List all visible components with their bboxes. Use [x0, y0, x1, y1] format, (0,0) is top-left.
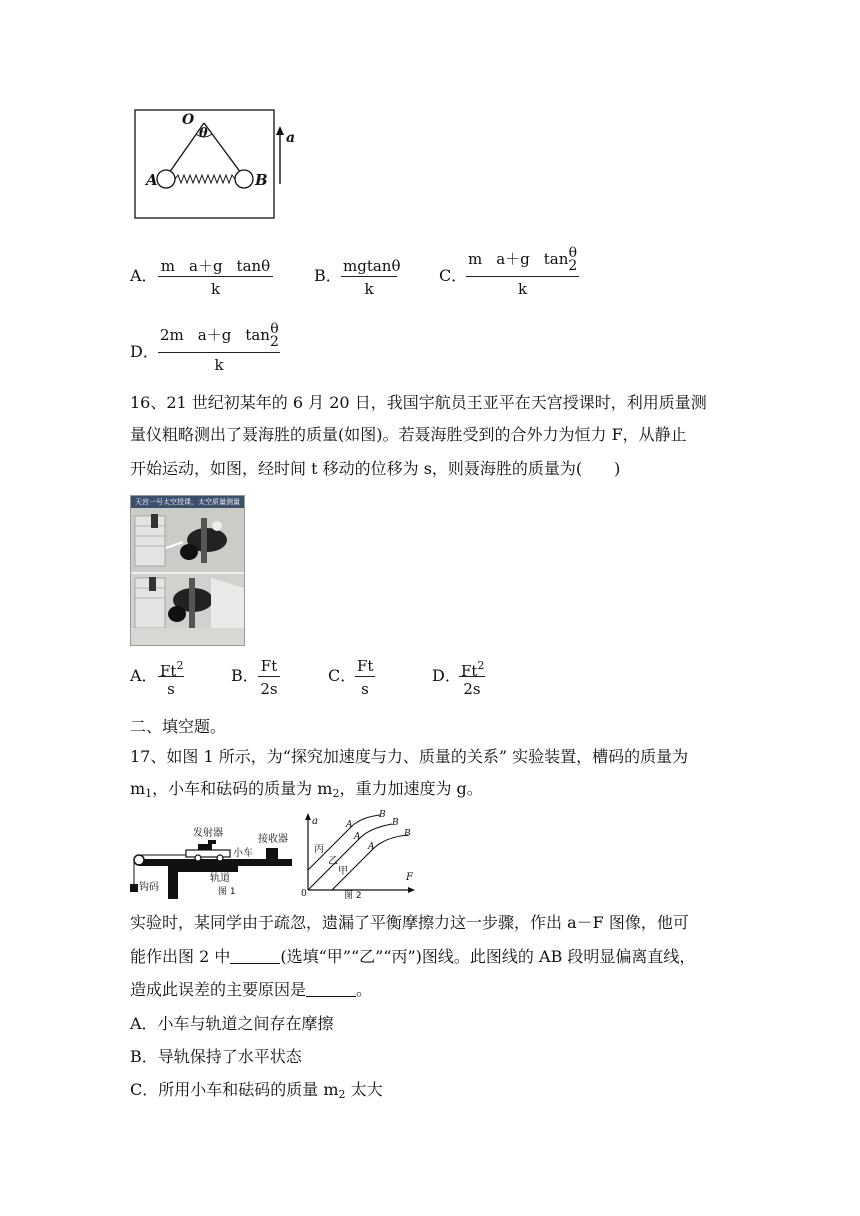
label-cart: 小车 — [233, 848, 253, 859]
numerator-part: m — [468, 250, 483, 268]
q17-line-2 — [130, 778, 483, 805]
figure-2-af-graph — [298, 810, 418, 902]
denominator: k — [158, 352, 280, 375]
denominator: k — [341, 276, 397, 299]
curve-label-jia: 甲 — [338, 866, 348, 877]
q16-line-3: 开始运动，如图，经时间 t 移动的位移为 s，则聂海胜的质量为( ) — [130, 459, 621, 478]
option-letter: A． — [130, 266, 158, 285]
text: m — [130, 779, 146, 798]
option-letter: A． — [130, 666, 158, 685]
label-transmitter: 发射器 — [193, 828, 223, 839]
q17-line-1: 17、如图 1 所示，为“探究加速度与力、质量的关系” 实验装置，槽码的质量为 — [130, 747, 689, 766]
numerator-part: tan — [245, 326, 270, 344]
numerator: Ft — [260, 657, 278, 675]
text: 能作出图 2 中 — [130, 947, 231, 966]
superscript: 2 — [477, 659, 485, 672]
point-label-a: A — [368, 842, 375, 852]
label-acceleration: a — [286, 130, 296, 146]
option-letter: B． — [231, 666, 259, 685]
q15-figure — [134, 108, 276, 220]
label-weight: 钩码 — [139, 882, 159, 893]
option-letter: C． — [328, 666, 357, 685]
acceleration-arrow — [274, 126, 286, 186]
label-receiver: 接收器 — [258, 834, 288, 845]
label-theta: θ — [199, 126, 208, 141]
numerator-part: tan — [543, 250, 569, 268]
caption-figure-1: 图 1 — [218, 887, 236, 897]
denominator: s — [158, 676, 184, 699]
point-label-b: B — [379, 810, 386, 820]
fraction — [158, 318, 280, 375]
fraction — [355, 656, 375, 699]
numerator-part: tanθ — [236, 257, 271, 275]
answer-blank-1[interactable] — [230, 947, 280, 964]
numerator: Ft — [160, 662, 177, 680]
fraction — [459, 656, 485, 699]
numerator: mgtanθ — [343, 257, 401, 275]
q17-choice-c — [130, 1079, 383, 1106]
denominator: s — [355, 676, 375, 699]
fraction — [158, 656, 184, 699]
text: 太大 — [345, 1080, 383, 1099]
astronaut-scene — [131, 508, 244, 645]
fraction — [341, 256, 401, 299]
option-letter: C． — [439, 266, 468, 285]
numerator-part: 2m — [160, 326, 184, 344]
point-label-b: B — [404, 829, 411, 839]
numerator-part: m — [160, 257, 175, 275]
photo-caption-bar: 天宫一号太空授课，太空质量测量 — [131, 496, 244, 508]
theta-over-2: θ 2 — [269, 321, 279, 350]
numerator-part: a＋g — [189, 257, 223, 275]
point-label-a: A — [354, 832, 361, 842]
numerator-part: a＋g — [496, 250, 530, 268]
denominator: k — [466, 276, 579, 299]
option-letter: D． — [432, 666, 461, 685]
theta-over-2: θ 2 — [568, 245, 578, 274]
point-label-b: B — [392, 818, 399, 828]
q17-line-5 — [130, 979, 372, 1001]
fraction — [466, 242, 579, 299]
q17-choice-b: B．导轨保持了水平状态 — [130, 1047, 302, 1066]
subscript: 2 — [332, 787, 340, 800]
curve-label-yi: 乙 — [328, 856, 338, 867]
point-label-a: A — [346, 820, 353, 830]
q16-line-1: 16、21 世纪初某年的 6 月 20 日，我国宇航员王亚平在天宫授课时，利用质量测 — [130, 393, 707, 412]
section-heading: 二、填空题。 — [130, 717, 227, 736]
figure-1-apparatus — [122, 828, 294, 900]
label-o: O — [182, 112, 195, 128]
text: C．所用小车和砝码的质量 m — [130, 1080, 339, 1099]
text: 。 — [356, 980, 373, 999]
superscript: 2 — [176, 659, 184, 672]
text: ，小车和砝码的质量为 m — [152, 779, 333, 798]
axis-label-a: a — [312, 816, 318, 827]
q17-line-4 — [130, 946, 695, 968]
label-b-ball: B — [255, 171, 268, 189]
curve-label-bing: 丙 — [314, 844, 324, 855]
q17-choice-a: A．小车与轨道之间存在摩擦 — [130, 1014, 334, 1033]
numerator: Ft — [357, 657, 374, 675]
label-a-ball: A — [146, 171, 158, 189]
q17-line-3: 实验时，某同学由于疏忽，遗漏了平衡摩擦力这一步骤，作出 a－F 图像，他可 — [130, 913, 689, 932]
subscript: 2 — [338, 1088, 346, 1101]
axis-origin: 0 — [301, 889, 307, 899]
text: 造成此误差的主要原因是 — [130, 980, 307, 999]
option-letter: D． — [130, 342, 159, 361]
answer-blank-2[interactable] — [306, 980, 356, 997]
axis-label-f: F — [406, 872, 413, 883]
astronaut-photo — [130, 495, 245, 646]
fraction — [158, 256, 273, 299]
denominator: 2s — [258, 676, 280, 699]
numerator: Ft — [461, 662, 478, 680]
denominator: k — [158, 276, 273, 299]
text: (选填“甲”“乙”“丙”)图线。此图线的 AB 段明显偏离直线， — [280, 947, 696, 966]
label-track: 轨道 — [210, 873, 230, 884]
text: ，重力加速度为 g。 — [339, 779, 483, 798]
caption-figure-2: 图 2 — [344, 891, 362, 901]
subscript: 1 — [145, 787, 153, 800]
denominator: 2s — [459, 676, 485, 699]
fraction — [258, 656, 280, 699]
numerator-part: a＋g — [197, 326, 232, 344]
option-letter: B． — [314, 266, 342, 285]
q16-line-2: 量仪粗略测出了聂海胜的质量(如图)。若聂海胜受到的合外力为恒力 F，从静止 — [130, 425, 687, 444]
